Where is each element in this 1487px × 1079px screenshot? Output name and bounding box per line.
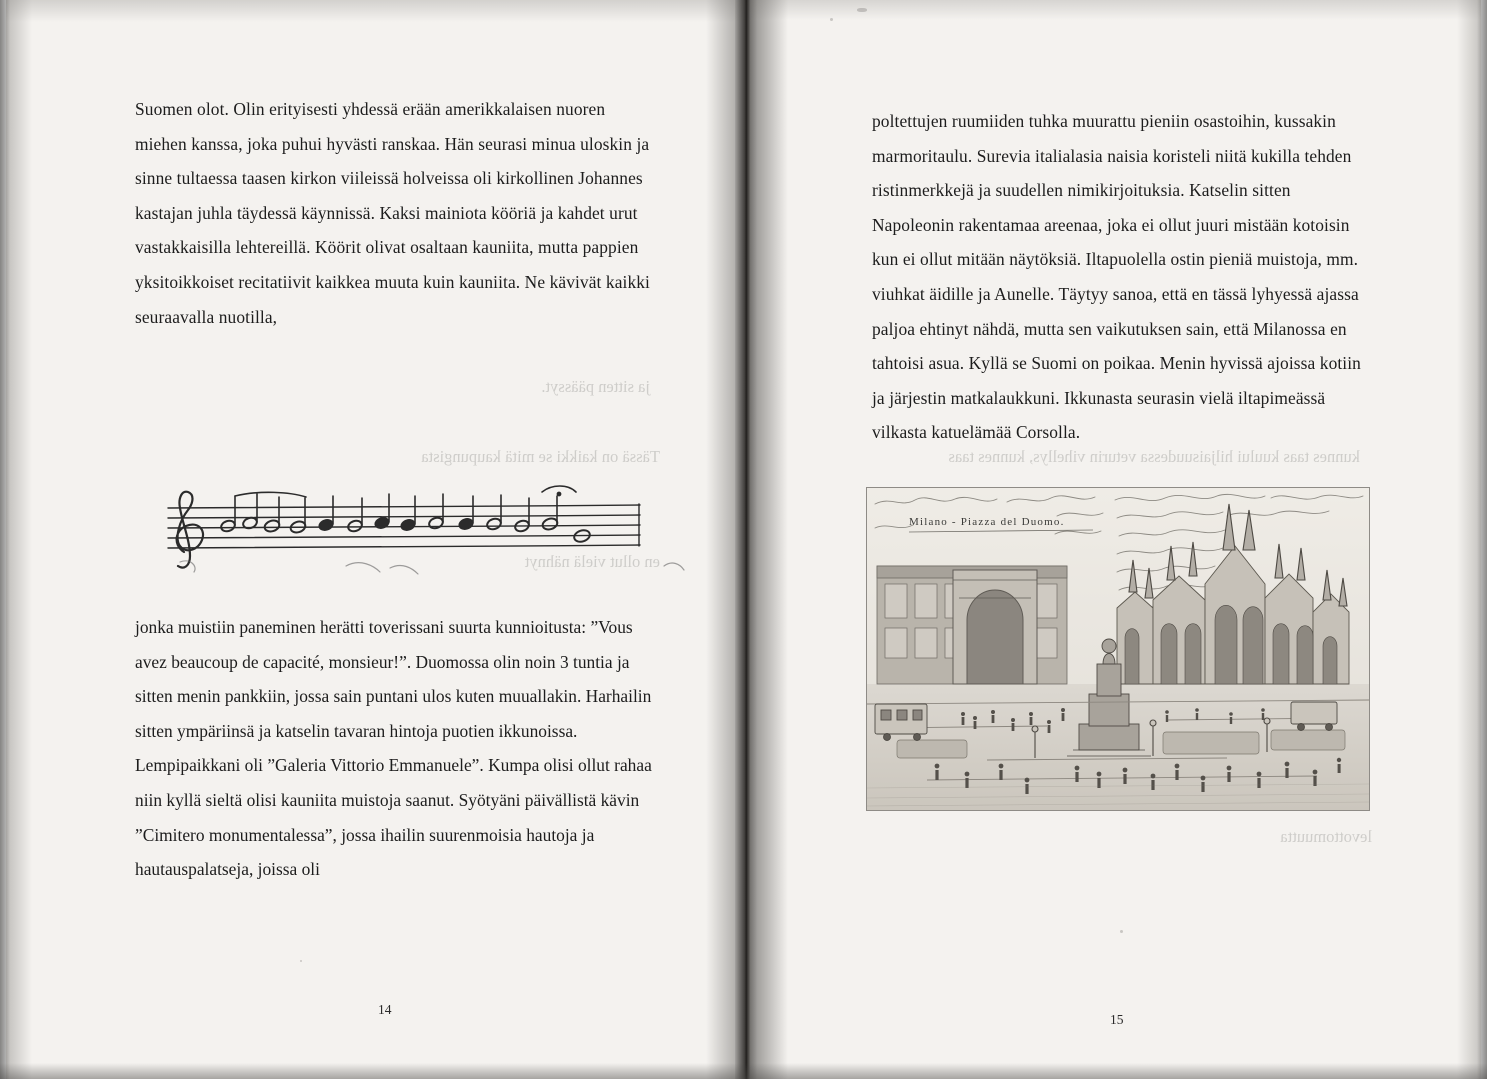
handwritten-music-staff [150,480,690,590]
bottom-edge-shadow [0,1063,1487,1079]
paper-speck [1120,930,1123,933]
book-gutter [735,0,757,1079]
showthrough-text: Tässä on kaikki se mitä kaupungista [421,447,660,466]
paragraph: Suomen olot. Olin erityisesti yhdessä erään amerikkalaisen nuoren miehen kanssa, joka puhui hyvästi ranskaa. Hän seurasi minua uloskin ja sinne tultaessa taasen kirkon viileissä holveissa oli kirkollinen Johannes kastajan juhla täydessä käynnissä. Kaksi mainiota kööriä ja kahdet urut vastakkaisilla lehtereillä. Köörit olivat osaltaan kauniita, mutta pappien yksitoikkoiset recitatiivit kaikkea muuta kuin kauniita. Ne kävivät kaikki seuraavalla nuotilla, [135,99,650,327]
showthrough-text: en ollut vielä nähnyt [524,552,660,571]
paragraph: poltettujen ruumiiden tuhka muurattu pieniin osastoihin, kussakin marmoritaulu. Surevia italialasia naisia koristeli niitä kukilla tehden ristinmerkkejä ja suudellen nimikirjoituksia. Katselin sitten Napoleonin rakentamaa areenaa, joka ei ollut juuri mistään kotoisin kun ei ollut mitään näytöksiä. Iltapuolella ostin pieniä muistoja, mm. viuhkat äidille ja Aunelle. Täytyy sanoa, että en tässä lyhyessä ajassa paljoa ehtinyt nähdä, mutta sen vaikutuksen sain, että Milanossa en tahtoisi asua. Kyllä se Suomi on poikaa. Menin hyvissä ajoissa kotiin ja järjestin matkalaukkuni. Ikkunasta seurasin vielä iltapimeässä vilkasta katuelämää Corsolla. [872,111,1361,443]
paragraph: jonka muistiin paneminen herätti toverissani suurta kunnioitusta: ”Vous avez beaucoup de capacité, monsieur!”. Duomossa olin noin 3 tuntia ja sitten menin pankkiin, jossa sain puntani ulos kuten muuallakin. Harhailin sitten ympäriinsä ja katselin tavaran hintoja puotien ikkunoissa. Lempipaikkani oli ”Galeria Vittorio Emmanuele”. Kumpa olisi ollut rahaa niin kyllä sieltä olisi kauniita muistoja saanut. Syötyäni päivällistä kävin ”Cimitero monumentalessa”, jossa ihailin suurenmoisia hautoja ja hautauspalatseja, joissa oli [135,617,652,880]
left-page-body-text [135,92,655,334]
postcard-caption: Milano - Piazza del Duomo. [909,516,1065,528]
left-page-body-text-continued [135,610,655,887]
paper-speck [857,8,867,12]
left-edge-shadow [0,0,10,1079]
right-page-body-text [872,104,1372,450]
showthrough-text: ja sitten päässyt. [541,377,650,396]
paper-speck [300,960,302,962]
showthrough-text: kunnes taas kuului hiljaisuudessa veturin vihellys, kunnes taas [948,447,1360,466]
page-number-left: 14 [378,1002,392,1017]
paper-speck [830,18,833,21]
postcard-milano-piazza-del-duomo [866,487,1370,811]
showthrough-text: levottomuutta [1280,827,1372,846]
page-number-right: 15 [1110,1012,1124,1027]
right-edge-shadow [1477,0,1487,1079]
